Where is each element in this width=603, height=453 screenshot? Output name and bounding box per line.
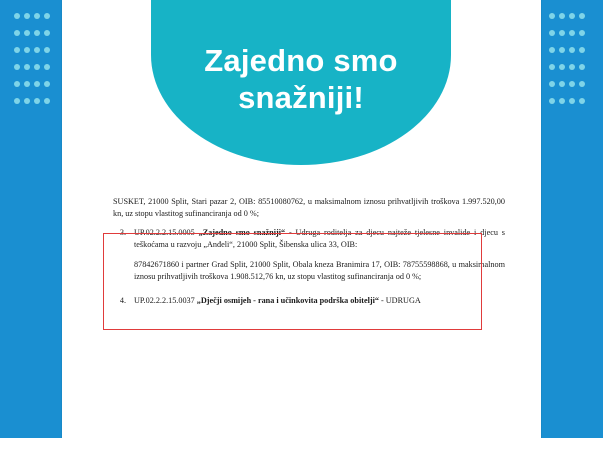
dot [549, 81, 555, 87]
dot [34, 64, 40, 70]
dot [44, 13, 50, 19]
dot [34, 98, 40, 104]
dot [24, 64, 30, 70]
dot [579, 30, 585, 36]
list-item [113, 227, 505, 252]
dot [579, 64, 585, 70]
page-title-line1: Zajedno smo [204, 42, 398, 78]
dot [549, 30, 555, 36]
dot [34, 13, 40, 19]
left-dot-pattern [14, 13, 54, 115]
page-title [204, 43, 397, 116]
list-item-number: 4. [119, 295, 126, 305]
dot [14, 47, 20, 53]
document-text-body [113, 196, 505, 311]
list-item-number: 3. [119, 227, 126, 237]
dot [579, 47, 585, 53]
dot [44, 64, 50, 70]
page-title-line2: snažniji! [238, 79, 364, 115]
document-top-paragraph: SUSKET, 21000 Split, Stari pazar 2, OIB: 85510080762, u maksimalnom iznosu prihvatljivih troškova 1.997.520,00 kn, uz stopu vlastitog sufinanciranja od 0 %; [113, 197, 505, 219]
dot [559, 30, 565, 36]
dot [44, 47, 50, 53]
dot [549, 64, 555, 70]
dot [559, 81, 565, 87]
dot [559, 47, 565, 53]
project-title: „Dječji osmijeh - rana i učinkovita podrška obitelji“ [196, 295, 379, 305]
list-item-text [134, 227, 505, 252]
dot [569, 47, 575, 53]
dot [34, 81, 40, 87]
dot [44, 30, 50, 36]
dot [559, 98, 565, 104]
right-dot-pattern [549, 13, 589, 115]
dot [14, 98, 20, 104]
dot [549, 47, 555, 53]
dot [14, 81, 20, 87]
dot [549, 13, 555, 19]
dot [24, 47, 30, 53]
dot [579, 98, 585, 104]
project-code: UP.02.2.2.15.0005 [134, 227, 195, 237]
bottom-white-strip [0, 438, 603, 453]
dot [24, 13, 30, 19]
dot [559, 13, 565, 19]
dot [559, 64, 565, 70]
dot [44, 98, 50, 104]
list-item-continuation: 87842671860 i partner Grad Split, 21000 Split, Obala kneza Branimira 17, OIB: 78755598868, u maksimalnom iznosu prihvatljivih troškova 1.908.512,76 kn, uz stopu vlastitog sufinanciranja od 0 %; [134, 259, 505, 282]
dot [569, 81, 575, 87]
dot [14, 30, 20, 36]
dot [14, 64, 20, 70]
dot [24, 81, 30, 87]
dot [569, 13, 575, 19]
project-description: - UDRUGA [378, 295, 421, 305]
list-item-text [134, 295, 505, 307]
dot [579, 81, 585, 87]
dot [569, 64, 575, 70]
dot [569, 98, 575, 104]
dot [34, 30, 40, 36]
dot [14, 13, 20, 19]
dot [24, 98, 30, 104]
dot [549, 98, 555, 104]
dot [579, 13, 585, 19]
project-title: „Zajedno smo snažniji“ [198, 227, 286, 237]
dot [569, 30, 575, 36]
list-item [113, 295, 505, 307]
dot [34, 47, 40, 53]
dot [24, 30, 30, 36]
project-code: UP.02.2.2.15.0037 [134, 295, 195, 305]
dot [44, 81, 50, 87]
project-description: - Udruga roditelja za djecu najteže tjelesne invalide i djecu s teškoćama u razvoju „Anđeli“, 21000 Split, Šibenska ulica 33, OIB: [134, 227, 505, 250]
